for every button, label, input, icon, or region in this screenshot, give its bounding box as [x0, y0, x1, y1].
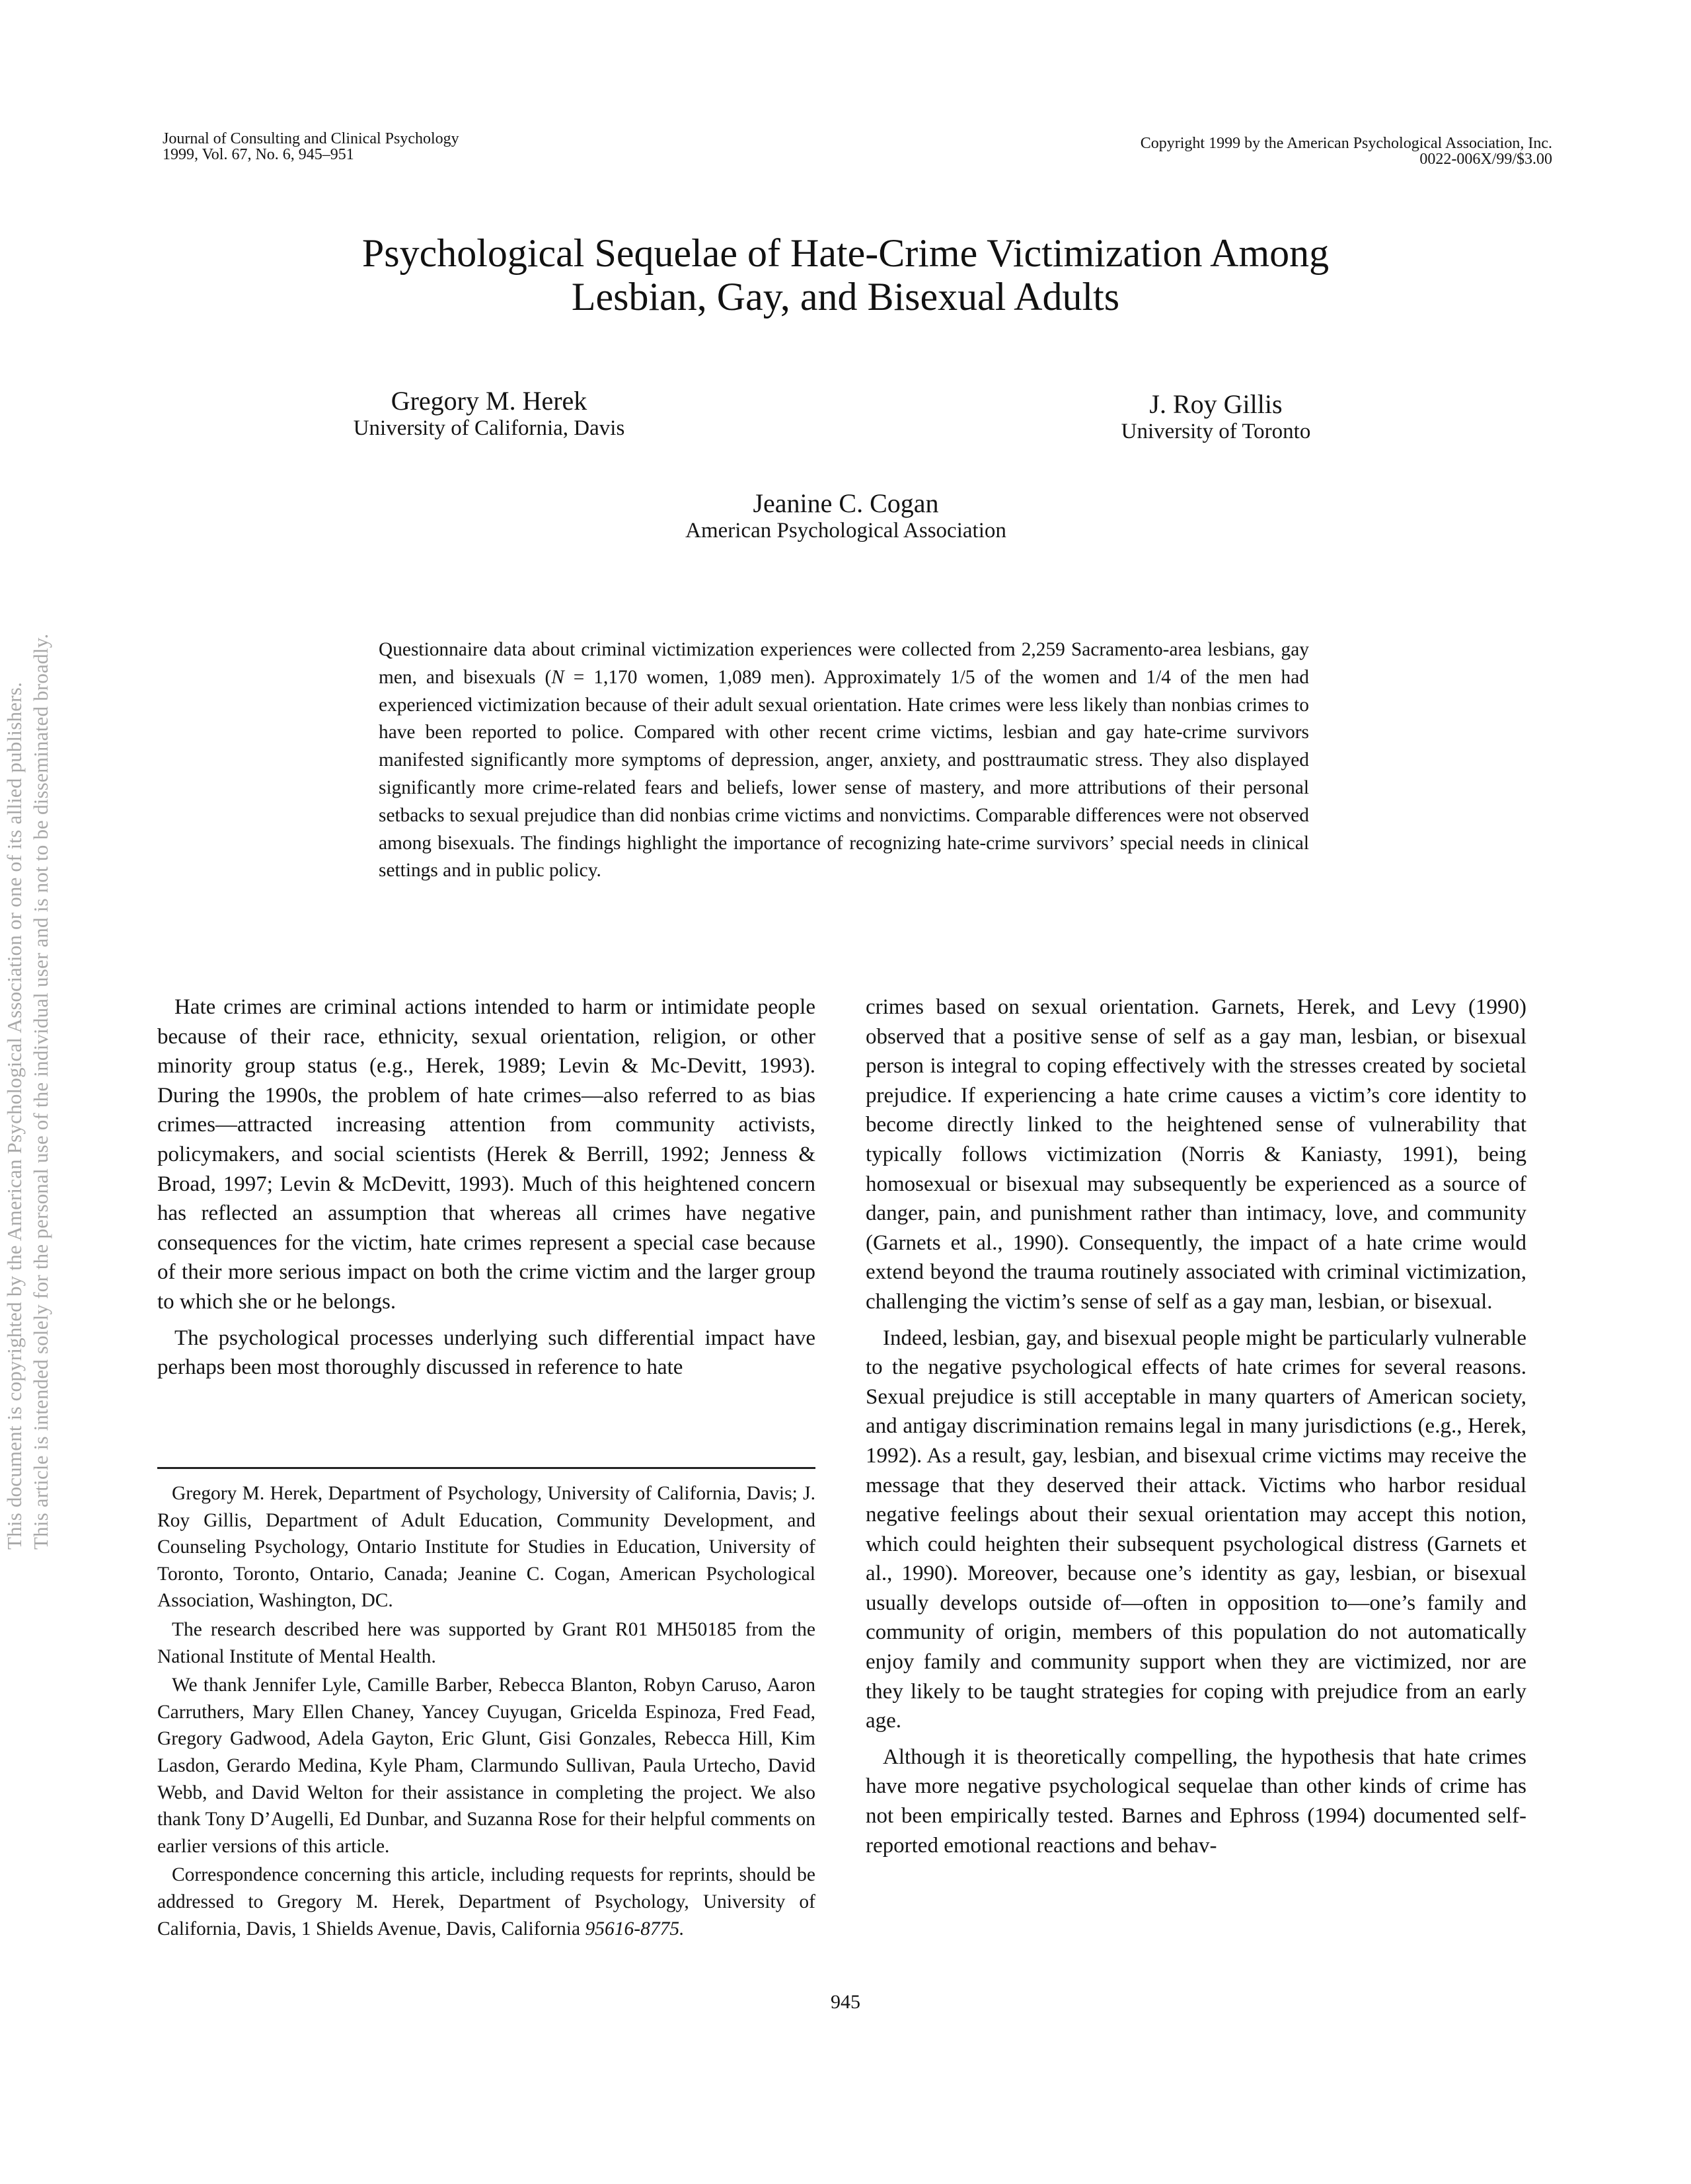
author-note [157, 1480, 815, 1942]
author-affiliation: American Psychological Association [685, 519, 1006, 543]
journal-citation: 1999, Vol. 67, No. 6, 945–951 [163, 146, 354, 163]
footnote-funding: The research described here was supported by Grant R01 MH50185 from the National Institute of Mental Health. [157, 1618, 815, 1667]
author-block-3 [634, 489, 1057, 543]
correspondence-zip: 95616-8775. [585, 1918, 685, 1939]
running-header-left [163, 131, 459, 163]
journal-name: Journal of Consulting and Clinical Psychology [163, 130, 459, 147]
abstract-text-part-2: = 1,170 women, 1,089 men). Approximately 1/5 of the women and 1/4 of the men had experienced victimization because of their adult sexual orientation. Hate crimes were less likely than nonbias crimes to have been reported to police. Compared with other recent crime victims, lesbian and gay hate-crime survivors manifested significantly more symptoms of depression, anger, anxiety, and posttraumatic stress. They also displayed significantly more crime-related fears and beliefs, lower sense of mastery, and more attributions of their personal setbacks to sexual prejudice than did nonbias crime victims and nonvictims. Comparable differences were not observed among bisexuals. The findings highlight the importance of recognizing hate-crime survivors’ special needs in clinical settings and in public policy. [379, 666, 1309, 882]
body-paragraph: crimes based on sexual orientation. Garnets, Herek, and Levy (1990) observed that a positive sense of self as a gay man, lesbian, or bisexual person is integral to coping effectively with the stresses created by societal prejudice. If experiencing a hate crime causes a victim’s core identity to become directly linked to the heightened sense of vulnerability that typically follows victimization (Norris & Kaniasty, 1991), being homosexual or bisexual may subsequently be experienced as a source of danger, pain, and punishment rather than intimacy, love, and community (Garnets et al., 1990). Consequently, the impact of a hate crime would extend beyond the trauma routinely associated with criminal victimization, challenging the victim’s sense of self as a gay man, lesbian, or bisexual. [866, 995, 1526, 1314]
abstract [379, 636, 1309, 885]
footnote-divider [157, 1467, 815, 1469]
body-paragraph: Hate crimes are criminal actions intended to harm or intimidate people because of their race, ethnicity, sexual orientation, religion, or other minority group status (e.g., Herek, 1989; Levin & Mc-Devitt, 1993). During the 1990s, the problem of hate crimes—also referred to as bias crimes—attracted increasing attention from community activists, policymakers, and social scientists (Herek & Berrill, 1992; Jenness & Broad, 1997; Levin & McDevitt, 1993). Much of this heightened concern has reflected an assumption that whereas all crimes have negative consequences for the victim, hate crimes represent a special case because of their more serious impact on both the crime victim and the larger group to which she or he belongs. [157, 995, 815, 1314]
body-paragraph: Indeed, lesbian, gay, and bisexual people might be particularly vulnerable to the negative psychological effects of hate crimes for several reasons. Sexual prejudice is still acceptable in many quarters of American society, and antigay discrimination remains legal in many jurisdictions (e.g., Herek, 1992). As a result, gay, lesbian, and bisexual crime victims may receive the message that they deserved their attack. Victims who harbor residual negative feelings about their sexual orientation may accept this notion, which could heighten their subsequent psychological distress (Garnets et al., 1990). Moreover, because one’s identity as gay, lesbian, or bisexual usually develops outside of—often in opposition to—one’s family and community of origin, members of this population do not automatically enjoy family and community support when they are victimized, nor are they likely to be taught strategies for coping with prejudice from an early age. [866, 1326, 1526, 1733]
copyright-watermark [0, 0, 66, 2184]
author-block-2 [1077, 390, 1355, 444]
watermark-line-2: This article is intended solely for the personal use of the individual user and is not to be disseminated broadly. [29, 633, 52, 1550]
author-block-1 [317, 387, 661, 441]
abstract-text-part-1: Questionnaire data about criminal victimization experiences were collected from 2,259 Sacramento-area lesbians, gay men, and bisexuals ( [379, 639, 1309, 688]
body-paragraph: The psychological processes underlying such differential impact have perhaps been most thoroughly discussed in reference to hate [157, 1326, 815, 1380]
author-name: J. Roy Gillis [1149, 389, 1283, 419]
issn-price: 0022-006X/99/$3.00 [1419, 151, 1552, 168]
page-number: 945 [831, 1991, 860, 2013]
body-paragraph: Although it is theoretically compelling, the hypothesis that hate crimes have more negative psychological sequelae than other kinds of crime has not been empirically tested. Barnes and Ephross (1994) documented self-reported emotional reactions and behav- [866, 1745, 1526, 1858]
watermark-line-1: This document is copyrighted by the American Psychological Association or one of its allied publishers. [3, 682, 26, 1550]
author-affiliation: University of California, Davis [353, 416, 625, 440]
author-name: Gregory M. Herek [391, 386, 587, 416]
footnote-affiliations: Gregory M. Herek, Department of Psychology, University of California, Davis; J. Roy Gillis, Department of Adult Education, Community Development, and Counseling Psychology, Ontario Institute for Studies in Education, University of Toronto, Toronto, Ontario, Canada; Jeanine C. Cogan, American Psychological Association, Washington, DC. [157, 1483, 815, 1612]
body-column-left [157, 993, 815, 1382]
sample-size-symbol: N [551, 666, 564, 688]
author-name: Jeanine C. Cogan [753, 488, 939, 518]
title-line-2: Lesbian, Gay, and Bisexual Adults [571, 275, 1120, 319]
copyright-notice: Copyright 1999 by the American Psychological Association, Inc. [1140, 135, 1552, 152]
running-header-right [1141, 135, 1552, 167]
footnote-correspondence [157, 1862, 815, 1942]
body-column-right [866, 993, 1526, 1860]
article-title [0, 231, 1691, 319]
author-affiliation: University of Toronto [1121, 420, 1311, 443]
correspondence-text: Correspondence concerning this article, including requests for reprints, should be addressed to Gregory M. Herek, Department of Psychology, University of California, Davis, 1 Shields Avenue, Davis, California [157, 1864, 815, 1939]
title-line-1: Psychological Sequelae of Hate-Crime Victimization Among [361, 231, 1330, 275]
footnote-acknowledgments: We thank Jennifer Lyle, Camille Barber, Rebecca Blanton, Robyn Caruso, Aaron Carruthers, Mary Ellen Chaney, Yancey Cuyugan, Gricelda Espinoza, Fred Fead, Gregory Gadwood, Adela Gayton, Eric Glunt, Gisi Gonzales, Rebecca Hill, Kim Lasdon, Gerardo Medina, Kyle Pham, Clarmundo Sullivan, Paula Urtecho, David Webb, and David Welton for their assistance in completing the project. We also thank Tony D’Augelli, Ed Dunbar, and Suzanna Rose for their helpful comments on earlier versions of this article. [157, 1675, 815, 1857]
